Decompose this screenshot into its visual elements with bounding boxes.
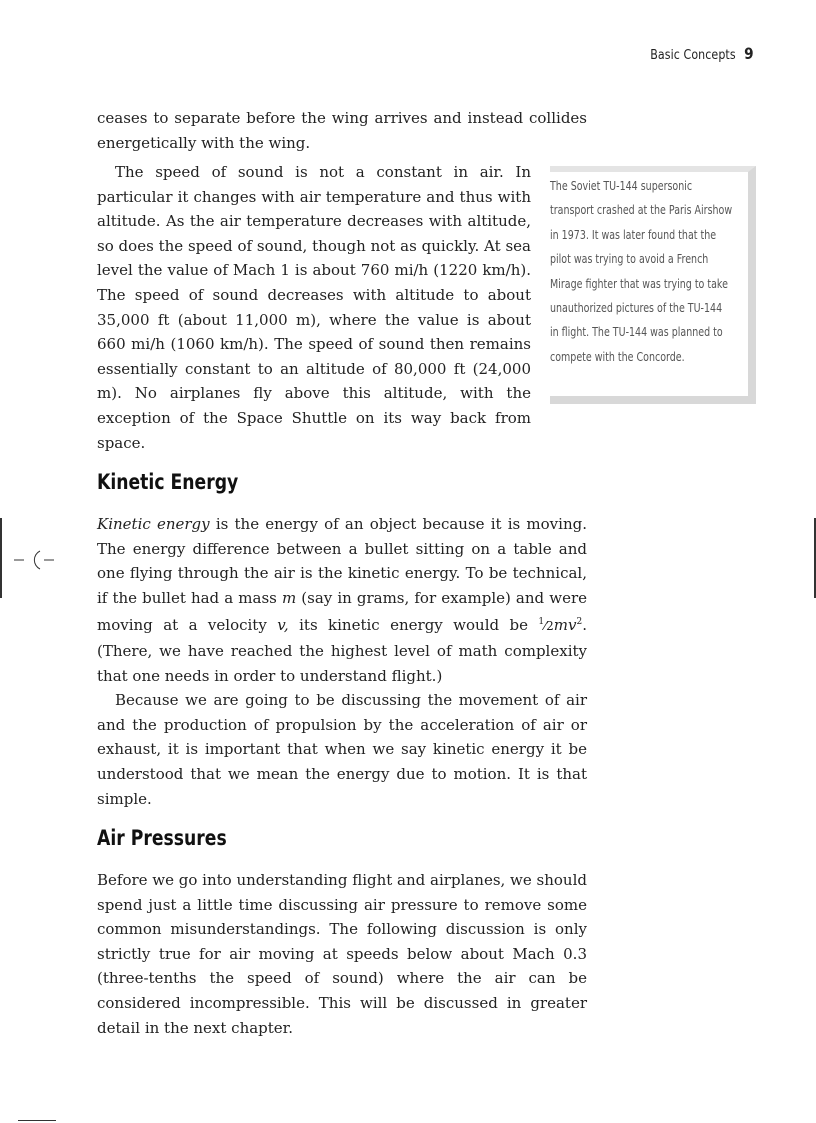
- speed-of-sound-paragraph: The speed of sound is not a constant in air. In particular it changes with air temperature and thus with altitude. As the air temperature decreases with altitude, so does the speed of sound, though not as quickly. At sea level the value of Mach 1 is about 760 mi/h (1220 km/h). The speed of sound decreases with altitude to about 35,000 ft (about 11,000 m), where the value is about 660 mi/h (1060 km/h). The speed of sound then remains essentially constant to an altitude of 80,000 ft (24,000 m). No airplanes fly above this altitude, with the exception of the Space Shuttle on its way back from space.: [97, 163, 531, 452]
- kinetic-text-d: . (There, we have reached the highest level of math complexity that one needs in order to understand flight.): [97, 616, 588, 685]
- kinetic-term: Kinetic energy: [97, 515, 210, 533]
- air-pressures-block: [97, 868, 587, 1040]
- running-head: [651, 44, 754, 63]
- section-title: Basic Concepts: [650, 48, 736, 63]
- continuation-paragraph: ceases to separate before the wing arrives and instead collides energetically with the wing.: [97, 109, 587, 152]
- kinetic-text-b: (say in grams, for example) and were moving at a velocity: [97, 588, 587, 635]
- var-v: v,: [277, 616, 289, 635]
- var-m: m: [281, 588, 297, 607]
- sidebar-text: The Soviet TU-144 supersonic transport crashed at the Paris Airshow in 1973. It was later found that the pilot was trying to avoid a French Mirage fighter that was trying to take unauthorized pictures of the TU-144 in flight. The TU-144 was planned to compete with the Concorde.: [550, 178, 733, 364]
- registration-mark-icon: [14, 548, 54, 572]
- kinetic-text-a: is the energy of an object because it is moving. The energy difference between a bullet sitting on a table and one flying through the air is the kinetic energy. To be technical, if the bullet had a mass: [97, 515, 587, 607]
- formula: mv: [553, 616, 577, 635]
- air-pressures-heading: Air Pressures: [97, 826, 227, 850]
- speed-of-sound-block: [97, 160, 531, 455]
- crop-mark-left: [0, 518, 2, 598]
- kinetic-text-c: its kinetic energy would be: [288, 616, 539, 635]
- kinetic-energy-heading: Kinetic Energy: [97, 470, 239, 494]
- page-number: 9: [744, 44, 754, 63]
- exponent: 2: [576, 617, 583, 628]
- sidebar-note: [550, 166, 756, 404]
- fraction-denominator: ⁄2: [544, 619, 554, 634]
- kinetic-energy-block: [97, 512, 587, 811]
- kinetic-paragraph-1: [97, 512, 587, 688]
- kinetic-paragraph-2: Because we are going to be discussing the movement of air and the production of propulsion by the acceleration of air or exhaust, it is important that when we say kinetic energy it be understood that we mean the energy due to motion. It is that simple.: [97, 691, 587, 808]
- fraction-numerator: 1: [538, 617, 545, 628]
- trim-line: [18, 1120, 56, 1121]
- intro-block: [97, 106, 587, 155]
- pressures-paragraph-1: Before we go into understanding flight and airplanes, we should spend just a little time discussing air pressure to remove some common misunderstandings. The following discussion is only strictly true for air moving at speeds below about Mach 0.3 (three-tenths the speed of sound) where the air can be considered incompressible. This will be discussed in greater detail in the next chapter.: [97, 871, 587, 1037]
